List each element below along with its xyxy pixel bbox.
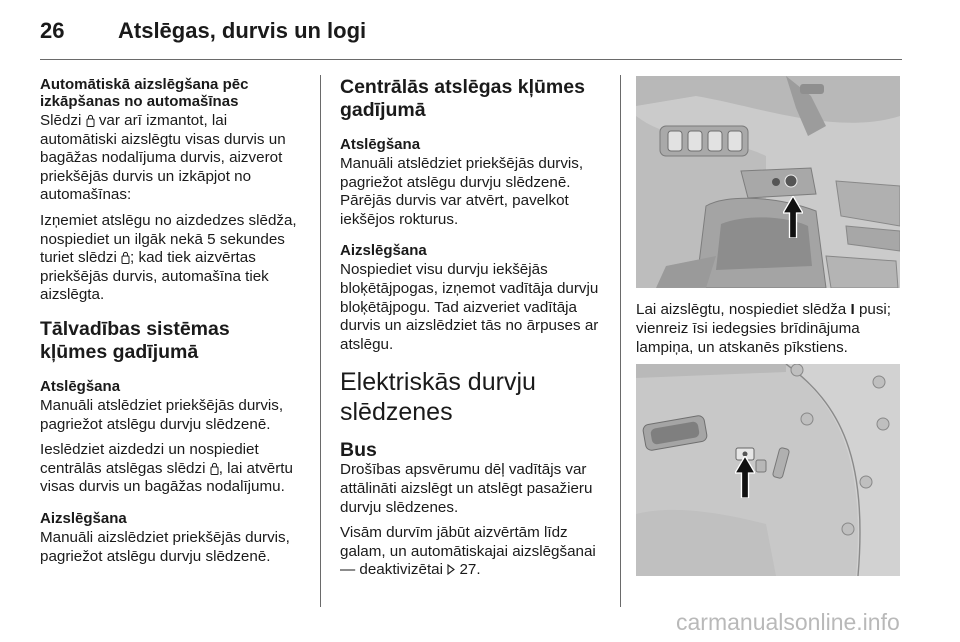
page-header [40,18,902,52]
heading-central-failure: Centrālās atslēgas kļūmes gadījumā [340,76,585,121]
heading-remote-failure: Tālvadības sistēmas kļūmes gadījumā [40,317,230,363]
heading-auto-lock: Automātiskā aizslēgšana pēc izkāpšanas no automašīnas [40,76,249,110]
column-2 [340,76,608,587]
lock-icon [86,114,95,127]
heading-electric-locks: Elektriskās durvju slēdzenes [340,368,536,427]
column-1 [40,76,302,573]
paragraph: Drošības apsvērumu dēļ vadītājs var attālināti aizslēgt un atslēgt pasažieru durvju slēdzenes. [340,461,593,516]
page-number: 26 [40,18,65,43]
figure-caption: Lai aizslēgtu, nospiediet slēdža I pusi; vienreiz īsi iedegsies brīdinājuma lampiņa, un atskanēs pīkstiens. [636,301,892,356]
watermark: carmanualsonline.info [676,609,900,635]
paragraph: Visām durvīm jābūt aizvērtām līdz galam, un automātiskajai aizslēgšanai — deaktivizētai 27. [340,524,596,579]
paragraph: Ieslēdziet aizdedzi un nospiediet centrālās atslēgas slēdzi , lai atvērtu visas durvis un bagāžas nodalījumu. [40,441,293,496]
dashboard-illustration [636,76,900,288]
paragraph: Izņemiet atslēgu no aizdedzes slēdža, nospiediet un ilgāk nekā 5 sekundes turiet slēdzi ; kad tiek aizvērtas priekšējās durvis, automašīna tiek aizslēgta. [40,211,297,304]
heading-locking: Aizslēgšana [40,509,127,527]
column-divider [620,75,621,607]
paragraph: Manuāli atslēdziet priekšējās durvis, pagriežot atslēgu durvju slēdzenē. Pārējās durvis var atvērt, pavelkot iekšējos rokturus. [340,155,584,228]
paragraph: Slēdzi var arī izmantot, lai automātiski aizslēgtu visas durvis un bagāžas nodalījuma durvis, aizverot priekšējās durvis un izkāpjot no automašīnas: [40,112,286,204]
xref-arrow-icon [447,564,455,575]
header-rule [40,59,902,60]
column-divider [320,75,321,607]
heading-locking: Aizslēgšana [340,242,427,260]
door-panel-illustration [636,364,900,576]
chapter-title: Atslēgas, durvis un logi [118,18,367,43]
arrow-up-icon [735,456,755,498]
paragraph: Manuāli aizslēdziet priekšējās durvis, pagriežot atslēgu durvju slēdzenē. [40,528,290,565]
figure-door-switch [636,364,900,576]
arrow-up-icon [783,196,803,238]
heading-unlocking: Atslēgšana [40,377,121,395]
xref-page: 27. [459,561,481,579]
switch-side-label: I [850,301,855,318]
heading-bus: Bus [340,439,377,462]
lock-icon [121,251,130,264]
paragraph: Manuāli atslēdziet priekšējās durvis, pagriežot atslēgu durvju slēdzenē. [40,396,284,433]
paragraph: Nospiediet visu durvju iekšējās bloķētājpogas, izņemot vadītāja durvju bloķētājpogu. Tad aizveriet vadītāja durvis un aizslēdziet tās no ārpuses ar atslēgu. [340,261,599,353]
heading-unlocking: Atslēgšana [340,136,421,153]
figure-dashboard-switch [636,76,900,288]
lock-icon [210,462,219,475]
